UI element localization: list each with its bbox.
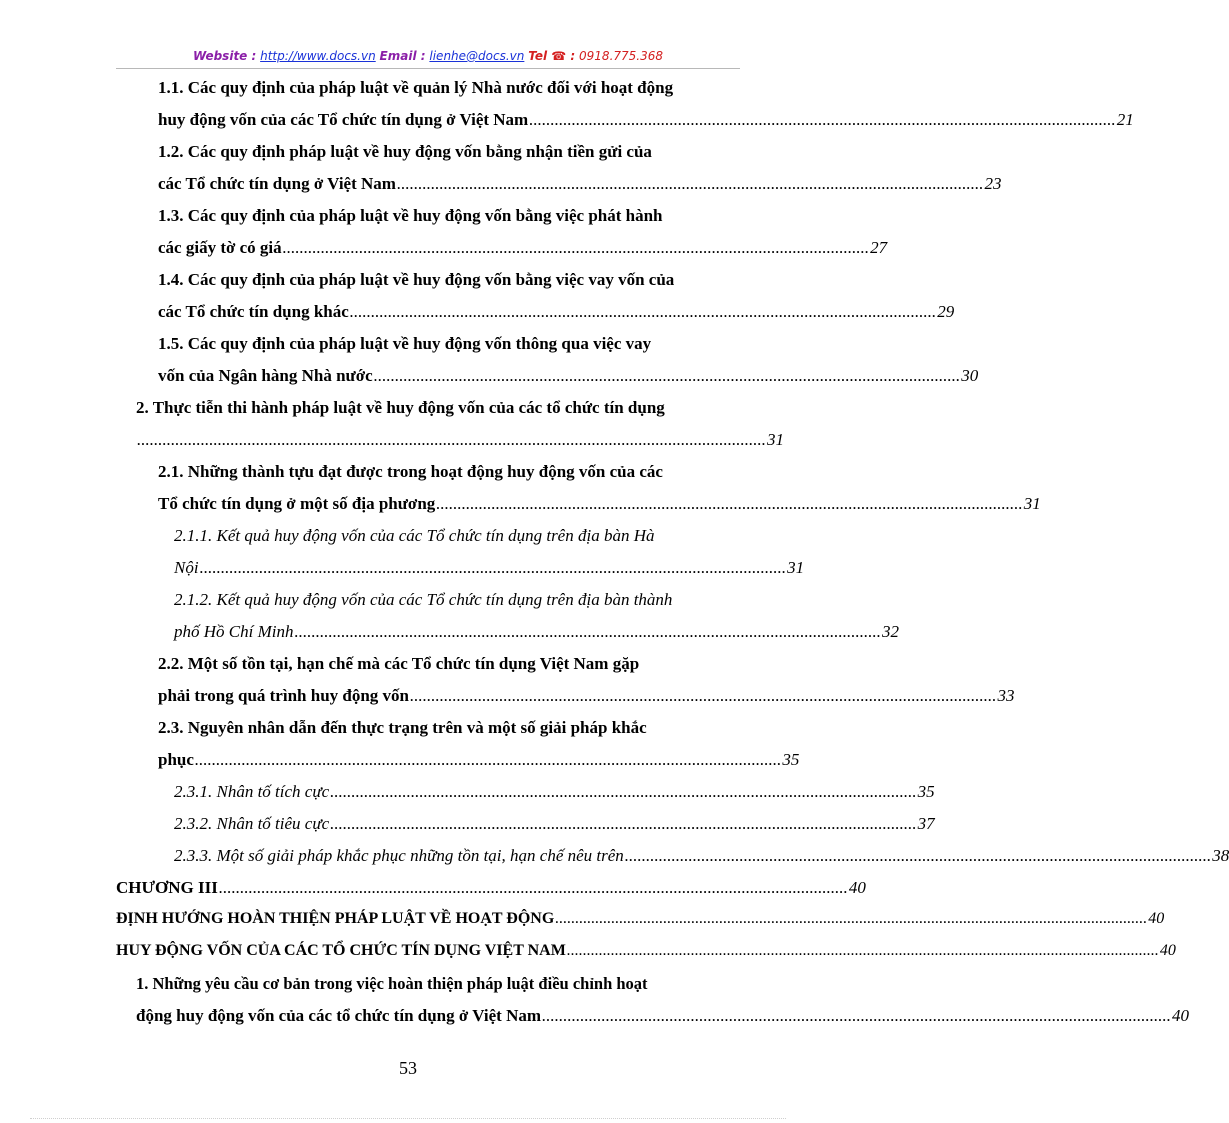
toc-chapter-3[interactable] (116, 878, 866, 898)
toc-entry-3-1-cont[interactable] (136, 1006, 1190, 1026)
toc-page-number: 23 (984, 174, 1002, 193)
toc-dot-leader: .......................................................................................................................................... (349, 302, 937, 321)
toc-page-number: 40 (1159, 942, 1176, 959)
toc-entry-2-1-cont[interactable] (158, 494, 1041, 514)
toc-page-number: 27 (870, 238, 888, 257)
toc-entry-text: ĐỊNH HƯỚNG HOÀN THIỆN PHÁP LUẬT VỀ HOẠT ĐỘNG (116, 910, 555, 927)
toc-page-number: 33 (997, 686, 1015, 705)
toc-entry-text: 2.3.1. Nhân tố tích cực (174, 782, 330, 801)
toc-dot-leader: .......................................................................................................................................... (330, 782, 917, 801)
toc-entry-text: các Tổ chức tín dụng ở Việt Nam (158, 174, 396, 193)
toc-entry-text: 1.5. Các quy định của pháp luật về huy động vốn thông qua việc vay (158, 334, 652, 353)
toc-entry-1-4[interactable] (158, 270, 740, 290)
toc-entry-text: huy động vốn của các Tổ chức tín dụng ở Việt Nam (158, 110, 529, 129)
toc-entry-1-1[interactable] (158, 78, 740, 98)
page-header (116, 46, 740, 69)
toc-page-number: 29 (937, 302, 955, 321)
toc-entry-1-2-cont[interactable] (158, 174, 1002, 194)
toc-dot-leader: .................................................................................................................................................... (566, 942, 1159, 959)
toc-dot-leader: .......................................................................................................................................... (396, 174, 984, 193)
toc-entry-2-2-cont[interactable] (158, 686, 1015, 706)
toc-entry-text: 1.3. Các quy định của pháp luật về huy động vốn bằng việc phát hành (158, 206, 663, 225)
toc-entry-2-1-1[interactable] (174, 526, 740, 546)
toc-dot-leader: .......................................................................................................................................... (294, 622, 881, 641)
toc-chapter-3-title-2[interactable] (116, 942, 1176, 960)
toc-entry-1-2[interactable] (158, 142, 740, 162)
toc-entry-text: 1.4. Các quy định của pháp luật về huy động vốn bằng việc vay vốn của (158, 270, 675, 289)
toc-dot-leader: .......................................................................................................................................... (624, 846, 1212, 865)
toc-page-number: 38 (1212, 846, 1229, 865)
toc-dot-leader: .......................................................................................................................................... (436, 494, 1023, 513)
email-link[interactable]: lienhe@docs.vn (429, 49, 525, 63)
tel-number: 0918.775.368 (579, 49, 664, 63)
toc-entry-2[interactable] (136, 398, 740, 418)
toc-entry-text: 2.3.3. Một số giải pháp khắc phục những tồn tại, hạn chế nêu trên (174, 846, 624, 865)
tel-label: Tel ☎ : (528, 49, 576, 63)
toc-entry-text: 1. Những yêu cầu cơ bản trong việc hoàn thiện pháp luật điều chỉnh hoạt (136, 974, 648, 993)
toc-entry-1-4-cont[interactable] (158, 302, 955, 322)
toc-page-number: 37 (917, 814, 935, 833)
toc-dot-leader: .................................................................................................................................................... (542, 1006, 1172, 1025)
website-link[interactable]: http://www.docs.vn (260, 49, 376, 63)
toc-entry-1-3-cont[interactable] (158, 238, 888, 258)
toc-page-number: 31 (767, 430, 784, 449)
toc-entry-text: động huy động vốn của các tổ chức tín dụng ở Việt Nam (136, 1006, 542, 1025)
email-label: Email : (379, 49, 426, 63)
toc-dot-leader: .......................................................................................................................................... (282, 238, 870, 257)
toc-entry-text: 2. Thực tiễn thi hành pháp luật về huy động vốn của các tổ chức tín dụng (136, 398, 665, 417)
toc-dot-leader: .......................................................................................................................................... (373, 366, 961, 385)
page-bottom-divider (30, 1118, 786, 1119)
toc-entry-text: 2.2. Một số tồn tại, hạn chế mà các Tổ chức tín dụng Việt Nam gặp (158, 654, 640, 673)
toc-page-number: 21 (1116, 110, 1134, 129)
toc-entry-text: phố Hồ Chí Minh (174, 622, 294, 641)
toc-entry-2-cont[interactable] (136, 430, 784, 450)
toc-entry-2-1-2[interactable] (174, 590, 740, 610)
toc-entry-1-3[interactable] (158, 206, 740, 226)
toc-chapter-3-title-1[interactable] (116, 910, 1165, 928)
toc-entry-1-5-cont[interactable] (158, 366, 979, 386)
toc-entry-text: 2.3.2. Nhân tố tiêu cực (174, 814, 330, 833)
toc-entry-1-5[interactable] (158, 334, 740, 354)
toc-entry-text: 2.1.1. Kết quả huy động vốn của các Tổ chức tín dụng trên địa bàn Hà (174, 526, 655, 545)
toc-page-number: 31 (1023, 494, 1041, 513)
toc-dot-leader: .......................................................................................................................................... (330, 814, 917, 833)
toc-entry-text: phải trong quá trình huy động vốn (158, 686, 410, 705)
toc-entry-text: CHƯƠNG III (116, 878, 218, 897)
website-label: Website : (192, 49, 257, 63)
toc-entry-text: 2.1.2. Kết quả huy động vốn của các Tổ chức tín dụng trên địa bàn thành (174, 590, 673, 609)
toc-entry-text: HUY ĐỘNG VỐN CỦA CÁC TỔ CHỨC TÍN DỤNG VIỆT NAM (116, 942, 566, 959)
toc-entry-2-1-2-cont[interactable] (174, 622, 899, 642)
toc-dot-leader: .......................................................................................................................................... (410, 686, 997, 705)
toc-entry-text: vốn của Ngân hàng Nhà nước (158, 366, 373, 385)
toc-entry-text: phục (158, 750, 194, 769)
toc-entry-text: các Tổ chức tín dụng khác (158, 302, 349, 321)
toc-entry-text: 1.2. Các quy định pháp luật về huy động vốn bằng nhận tiền gửi của (158, 142, 652, 161)
toc-dot-leader: .......................................................................................................................................... (529, 110, 1116, 129)
toc-dot-leader: .................................................................................................................................................... (137, 430, 766, 449)
toc-dot-leader: .................................................................................................................................................... (218, 878, 848, 897)
toc-entry-3-1[interactable] (136, 974, 740, 994)
toc-entry-text: Nội (174, 558, 199, 577)
toc-entry-2-3-cont[interactable] (158, 750, 800, 770)
toc-page-number: 35 (782, 750, 800, 769)
toc-page-number: 31 (787, 558, 805, 577)
toc-entry-2-3-3[interactable] (174, 846, 1229, 866)
toc-entry-2-3[interactable] (158, 718, 740, 738)
toc-entry-2-2[interactable] (158, 654, 740, 674)
toc-entry-text: 2.1. Những thành tựu đạt được trong hoạt động huy động vốn của các (158, 462, 663, 481)
toc-dot-leader: .......................................................................................................................................... (194, 750, 782, 769)
toc-page-number: 40 (848, 878, 866, 897)
toc-entry-text: 2.3. Nguyên nhân dẫn đến thực trạng trên và một số giải pháp khắc (158, 718, 647, 737)
toc-entry-text: Tổ chức tín dụng ở một số địa phương (158, 494, 436, 513)
toc-page-number: 30 (961, 366, 979, 385)
toc-entry-2-1-1-cont[interactable] (174, 558, 805, 578)
toc-page-number: 40 (1148, 910, 1165, 927)
toc-page-number: 35 (917, 782, 935, 801)
toc-entry-2-3-2[interactable] (174, 814, 935, 834)
toc-entry-text: các giấy tờ có giá (158, 238, 282, 257)
toc-entry-2-3-1[interactable] (174, 782, 935, 802)
toc-dot-leader: .................................................................................................................................................... (555, 910, 1148, 927)
toc-entry-1-1-cont[interactable] (158, 110, 1134, 130)
toc-entry-2-1[interactable] (158, 462, 740, 482)
toc-page-number: 32 (881, 622, 899, 641)
toc-page-number: 40 (1172, 1006, 1190, 1025)
toc-entry-text: 1.1. Các quy định của pháp luật về quản lý Nhà nước đối với hoạt động (158, 78, 674, 97)
page-number: 53 (399, 1058, 417, 1078)
toc-dot-leader: .......................................................................................................................................... (199, 558, 787, 577)
